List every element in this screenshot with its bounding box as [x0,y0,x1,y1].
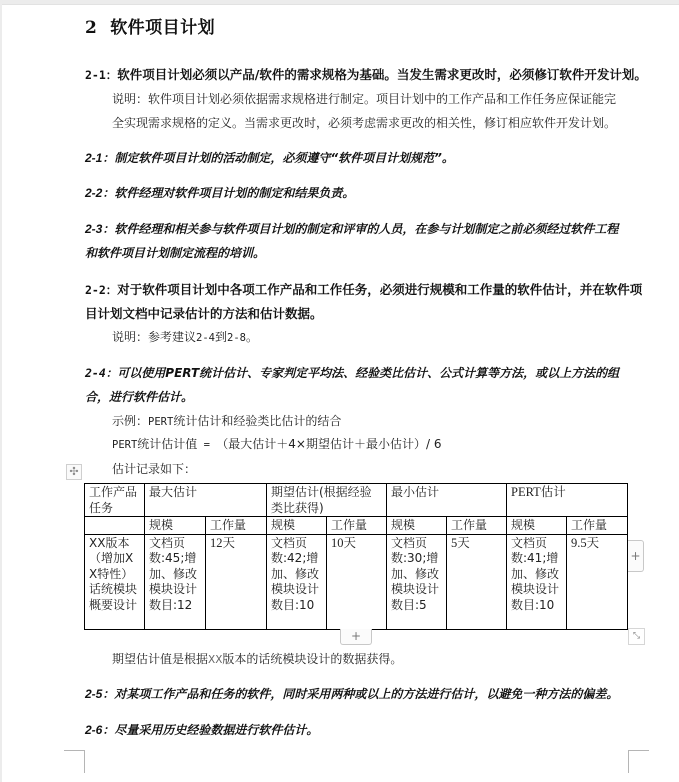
subheader-empty[interactable] [85,517,145,535]
table-move-handle-icon[interactable]: ✣ [66,464,82,480]
subheader-effort[interactable]: 工作量 [327,517,387,535]
rule-text: 可以使用PERT统计估计、专家判定平均法、经验类比估计、公式计算等方法，或以上方法的组 [117,366,620,380]
header-pert[interactable] [507,484,628,517]
table-note-text: 版本的话统模块设计的数据获得。 [222,652,403,666]
heading-title: 软件项目计划 [110,18,216,38]
subheader-scale[interactable]: 规模 [145,517,206,535]
rule-2-4-sub [85,364,619,381]
cell-min-scale[interactable]: 文档页数:30;增加、修改模块设计数目:5 [387,534,447,629]
header-min[interactable]: 最小估计 [387,484,507,517]
rule-text: 软件经理对软件项目计划的制定和结果负责。 [114,186,355,200]
table-subheader-row [85,517,628,535]
rule-prefix: 2-1： [85,68,118,82]
rule-2-2-sub [85,184,354,201]
table-row [85,534,628,629]
note-ref: 2-8 [227,332,246,344]
note-text: 。 [245,330,258,344]
page-corner-mark-left [64,750,85,773]
rule-text: 软件项目计划必须以产品/软件的需求规格为基础。当发生需求更改时，必须修订软件开发计划。 [117,67,647,82]
table-resize-handle-icon[interactable]: ⤡ [628,628,645,645]
formula-eq: = [197,439,217,451]
header-max[interactable]: 最大估计 [145,484,267,517]
rule-2-1-sub [85,149,454,166]
pert-term: PERT [112,439,138,451]
rule-text: 对某项工作产品和任务的软件，同时采用两种或以上的方法进行估计，以避免一种方法的偏差。 [114,687,619,701]
rule-prefix: 2-4： [85,366,118,380]
subheader-scale[interactable]: 规模 [387,517,447,535]
rule-prefix: 2-1： [85,151,115,165]
rule-prefix: 2-2： [85,283,118,297]
rule-text: 对于软件项目计划中各项工作产品和工作任务，必须进行规模和工作量的软件估计，并在软件项 [117,282,643,297]
cell-expected-effort[interactable]: 10天 [327,534,387,629]
cell-max-effort[interactable]: 12天 [206,534,267,629]
add-column-button[interactable]: + [628,540,644,572]
subheader-scale[interactable]: 规模 [267,517,327,535]
rule-2-2-main [85,280,642,298]
window-left-edge [0,0,2,782]
formula-line [112,435,441,452]
note-text: 到 [214,330,227,344]
example-line [112,412,341,429]
cell-pert-scale[interactable]: 文档页数:41;增加、修改模块设计数目:10 [507,534,567,629]
header-pert-label: PERT估计 [511,485,566,499]
rule-prefix: 2-5： [85,687,115,701]
note-line: 全实现需求规格的定义。当需求更改时，必须考虑需求更改的相关性，修订相应软件开发计划。 [112,116,617,130]
add-row-button[interactable]: + [340,629,372,645]
subheader-effort[interactable]: 工作量 [567,517,628,535]
page-corner-mark-right [628,750,649,773]
note-line: 说明：软件项目计划必须依据需求规格进行制定。项目计划中的工作产品和工作任务应保证能完 [112,92,617,106]
rule-2-1-main [85,65,647,83]
table-note-xx: XX [208,654,223,666]
pert-term: PERT [148,416,174,428]
rule-2-4-sub-cont: 合，进行软件估计。 [85,390,194,404]
rule-2-3-sub-cont: 和软件项目计划制定流程的培训。 [85,246,266,260]
rule-prefix: 2-3： [85,222,115,236]
cell-max-scale[interactable]: 文档页数:45;增加、修改模块设计数目:12 [145,534,206,629]
rule-prefix: 2-6： [85,723,115,737]
window-top-edge [0,0,679,5]
cell-min-effort[interactable]: 5天 [447,534,507,629]
example-text: 统计估计和经验类比估计的结合 [173,414,342,428]
table-header-row [85,484,628,517]
note-label: 说明：参考建议 [112,330,197,344]
cell-task[interactable]: XX版本（增加XX特性）话统模块概要设计 [85,534,145,629]
rule-text: 尽量采用历史经验数据进行软件估计。 [114,723,319,737]
rule-2-6-sub [85,721,318,738]
cell-pert-effort[interactable]: 9.5天 [567,534,628,629]
note-line [112,328,258,345]
table-note [112,650,402,667]
rule-2-2-main-cont: 目计划文档中记录估计的方法和估计数据。 [85,306,323,321]
estimation-table [84,483,628,630]
subheader-scale[interactable]: 规模 [507,517,567,535]
note-ref: 2-4 [196,332,215,344]
rule-prefix: 2-2： [85,186,115,200]
header-task[interactable]: 工作产品任务 [85,484,145,517]
heading-number: 2 [85,18,98,38]
section-heading [85,13,215,38]
subheader-effort[interactable]: 工作量 [447,517,507,535]
example-label: 示例： [112,414,149,428]
cell-expected-scale[interactable]: 文档页数:42;增加、修改模块设计数目:10 [267,534,327,629]
subheader-effort[interactable]: 工作量 [206,517,267,535]
rule-2-3-sub [85,220,618,237]
rule-text: 制定软件项目计划的活动制定，必须遵守“软件项目计划规范”。 [114,151,454,165]
rule-2-5-sub [85,685,618,702]
record-label: 估计记录如下： [112,462,197,476]
formula-lhs: 统计估计值 [137,437,198,451]
header-expected[interactable]: 期望估计(根据经验类比获得) [267,484,387,517]
formula-rhs: （最大估计＋4×期望估计＋最小估计）/ 6 [216,437,442,451]
table-note-text: 期望估计值是根据 [112,652,209,666]
rule-text: 软件经理和相关参与软件项目计划的制定和评审的人员，在参与计划制定之前必须经过软件工程 [114,222,619,236]
